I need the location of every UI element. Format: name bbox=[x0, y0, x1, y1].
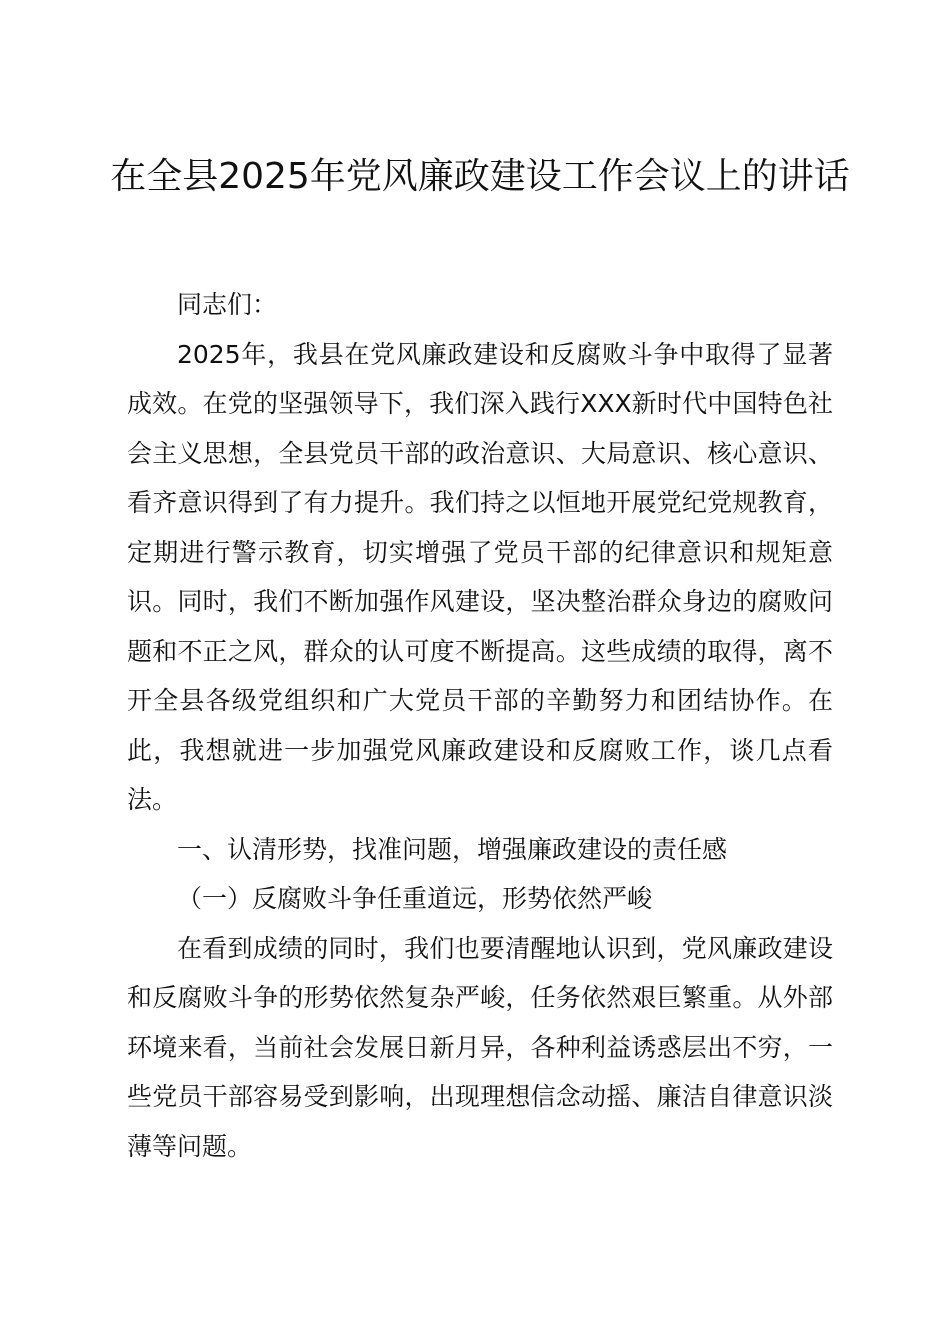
subsection-heading-1: （一）反腐败斗争任重道远，形势依然严峻 bbox=[177, 884, 653, 913]
document-body bbox=[127, 280, 833, 1171]
salutation-paragraph: 同志们： bbox=[177, 290, 278, 319]
body-paragraph: 在看到成绩的同时，我们也要清醒地认识到，党风廉政建设和反腐败斗争的形势依然复杂严峻，任务依然艰巨繁重。从外部环境来看，当前社会发展日新月异，各种利益诱惑层出不穷，一些党员干部容易受到影响，出现理想信念动摇、廉洁自律意识淡薄等问题。 bbox=[127, 933, 833, 1161]
section-heading-1: 一、认清形势，找准问题，增强廉政建设的责任感 bbox=[177, 834, 728, 864]
document-title: 在全县2025年党风廉政建设工作会议上的讲话 bbox=[110, 156, 850, 197]
intro-paragraph: 2025年，我县在党风廉政建设和反腐败斗争中取得了显著成效。在党的坚强领导下，我们深入践行XXX新时代中国特色社会主义思想，全县党员干部的政治意识、大局意识、核心意识、看齐意识得到了有力提升。我们持之以恒地开展党纪党规教育，定期进行警示教育，切实增强了党员干部的纪律意识和规矩意识。同时，我们不断加强作风建设，坚决整治群众身边的腐败问题和不正之风，群众的认可度不断提高。这些成绩的取得，离不开全县各级党组织和广大党员干部的辛勤努力和团结协作。在此，我想就进一步加强党风廉政建设和反腐败工作，谈几点看法。 bbox=[127, 339, 833, 814]
